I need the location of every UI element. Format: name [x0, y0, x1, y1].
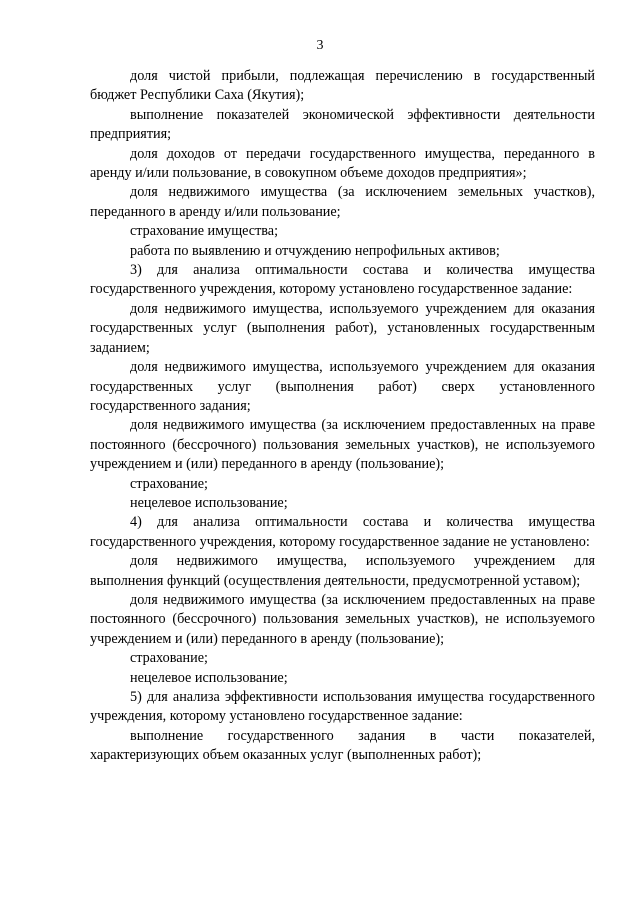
paragraph: 4) для анализа оптимальности состава и количества имущества государственного учреждения, которому государственное задание не установлено: — [90, 514, 595, 550]
paragraph: 5) для анализа эффективности использования имущества государственного учреждения, которому установлено государственное задание: — [90, 689, 595, 725]
paragraph: 3) для анализа оптимальности состава и количества имущества государственного учреждения, которому установлено государственное задание: — [90, 262, 595, 298]
paragraph: выполнение государственного задания в части показателей, характеризующих объем оказанных услуг (выполненных работ); — [90, 727, 595, 764]
paragraph: доля недвижимого имущества, используемого учреждением для выполнения функций (осуществления деятельности, предусмотренной уставом); — [90, 553, 595, 589]
paragraph: работа по выявлению и отчуждению непрофильных активов; — [130, 242, 500, 259]
paragraph: нецелевое использование; — [130, 669, 288, 686]
paragraph: доля недвижимого имущества (за исключением предоставленных на праве постоянного (бессрочного) пользования земельных участков), не используемого учреждением и (или) переданного в аренду (пользование); — [90, 417, 595, 473]
paragraph: нецелевое использование; — [130, 494, 288, 511]
paragraph: доля недвижимого имущества, используемого учреждением для оказания государственных услуг (выполнения работ) сверх установленного государственного задания; — [90, 359, 595, 414]
paragraph: доля недвижимого имущества (за исключением земельных участков), переданного в аренду и/или пользование; — [90, 184, 595, 220]
paragraph: страхование; — [130, 475, 208, 492]
paragraph: страхование имущества; — [130, 223, 279, 240]
paragraph: страхование; — [130, 650, 208, 667]
page-number: 3 — [316, 38, 324, 53]
document-body — [90, 67, 595, 766]
paragraph: доля недвижимого имущества (за исключением предоставленных на праве постоянного (бессрочного) пользования земельных участков), не используемого учреждением и (или) переданного в аренду (пользование); — [90, 591, 595, 647]
paragraph: доля чистой прибыли, подлежащая перечислению в государственный бюджет Республики Саха (Якутия); — [90, 68, 595, 104]
paragraph: выполнение показателей экономической эффективности деятельности предприятия; — [90, 106, 595, 143]
paragraph: доля доходов от передачи государственного имущества, переданного в аренду и/или пользование, в совокупном объеме доходов предприятия»; — [90, 145, 595, 182]
paragraph: доля недвижимого имущества, используемого учреждением для оказания государственных услуг (выполнения работ), установленных государственным заданием; — [90, 300, 595, 356]
